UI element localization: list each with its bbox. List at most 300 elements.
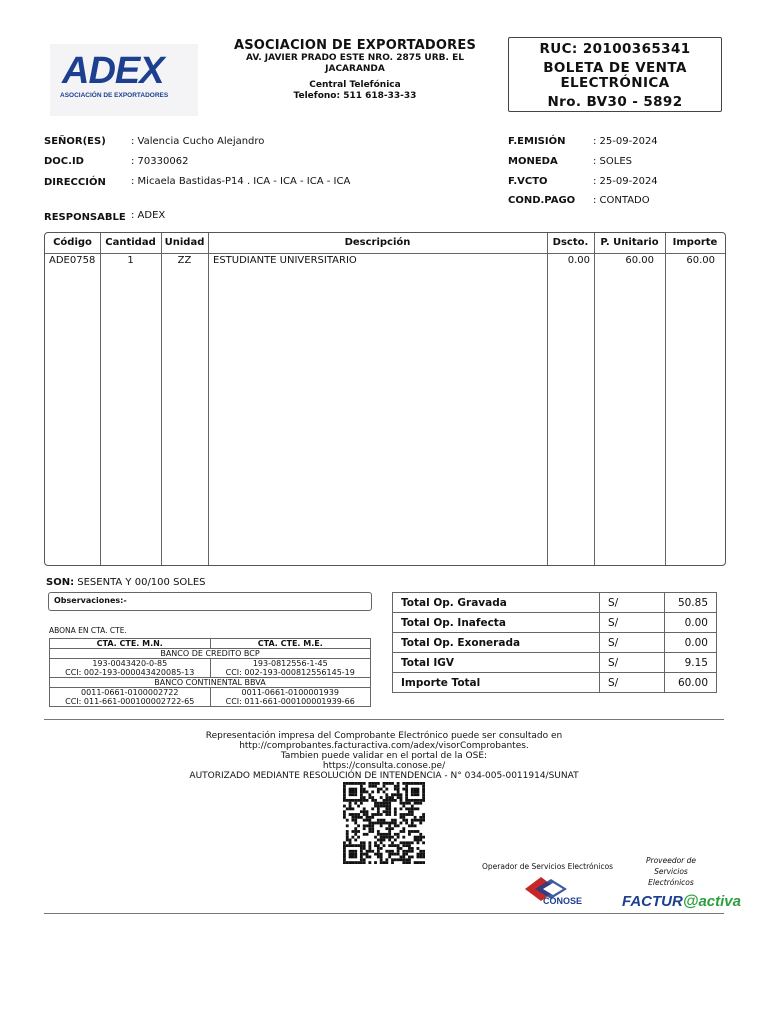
qr-module [383,805,386,808]
qr-module [366,850,369,853]
qr-module [366,853,369,856]
qr-module [400,847,403,850]
qr-module [405,853,408,856]
qr-module [357,799,360,802]
qr-module [385,827,388,830]
direccion-value: : Micaela Bastidas-P14 . ICA - ICA - ICA - ICA [131,176,351,187]
qr-module [414,790,417,793]
qr-module [371,799,374,802]
total-inafecta-cur: S/ [600,613,665,633]
proveedor-line-3: Electrónicos [648,878,694,887]
qr-module [351,807,354,810]
qr-module [405,850,408,853]
qr-module [360,785,363,788]
qr-module [417,841,420,844]
qr-module [400,793,403,796]
total-row [393,613,717,633]
qr-module [391,861,394,864]
qr-module [380,856,383,859]
qr-module [360,782,363,785]
observaciones-text: Observaciones:- [54,596,127,605]
qr-module [351,861,354,864]
qr-module [394,788,397,791]
qr-module [380,805,383,808]
observaciones-box [48,592,372,611]
qr-module [394,824,397,827]
qr-module [394,819,397,822]
qr-module [417,790,420,793]
qr-module [383,782,386,785]
qr-module [417,782,420,785]
qr-module [383,839,386,842]
qr-module [343,782,346,785]
qr-module [383,819,386,822]
total-gravada-cur: S/ [600,593,665,613]
qr-module [380,858,383,861]
qr-module [349,856,352,859]
th-cantidad: Cantidad [105,237,156,248]
qr-module [343,858,346,861]
total-igv-cur: S/ [600,653,665,673]
qr-module [388,813,391,816]
qr-module [402,802,405,805]
qr-module [414,824,417,827]
qr-module [397,782,400,785]
qr-module [411,819,414,822]
qr-module [354,830,357,833]
qr-module [419,833,422,836]
qr-module [360,847,363,850]
qr-module [351,836,354,839]
qr-module [383,810,386,813]
qr-module [405,819,408,822]
qr-module [363,790,366,793]
qr-module [411,788,414,791]
qr-module [360,844,363,847]
qr-module [346,824,349,827]
qr-module [383,822,386,825]
qr-module [411,810,414,813]
qr-module [349,805,352,808]
qr-module [383,802,386,805]
qr-module [374,805,377,808]
qr-module [411,813,414,816]
qr-module [388,839,391,842]
qr-module [422,861,425,864]
qr-module [400,830,403,833]
telefono: Telefono: 511 618-33-33 [293,91,417,101]
th-punitario: P. Unitario [600,237,659,248]
qr-module [391,782,394,785]
qr-module [388,856,391,859]
qr-module [371,807,374,810]
qr-module [408,799,411,802]
qr-module [394,822,397,825]
qr-module [354,799,357,802]
abona-text: ABONA EN CTA. CTE. [49,626,127,635]
importe-total-amount: 60.00 [665,673,717,693]
qr-module [380,819,383,822]
conose-logo-text: CONOSE [543,896,583,906]
qr-module [397,793,400,796]
qr-module [414,807,417,810]
total-row [393,673,717,693]
qr-module [400,799,403,802]
qr-module [354,850,357,853]
qr-module [394,813,397,816]
qr-module [405,790,408,793]
bank-col-mn: CTA. CTE. M.N. [50,639,211,649]
ruc: RUC: 20100365341 [539,41,691,57]
adex-logo-subtitle: ASOCIACIÓN DE EXPORTADORES [60,92,169,99]
qr-module [397,853,400,856]
qr-module [371,824,374,827]
qr-module [363,799,366,802]
qr-module [391,827,394,830]
total-exonerada-amount: 0.00 [665,633,717,653]
qr-module [377,844,380,847]
qr-module [405,793,408,796]
total-igv-amount: 9.15 [665,653,717,673]
qr-module [351,844,354,847]
divider-top [44,719,724,720]
footer-line-4[interactable]: https://consulta.conose.pe/ [322,761,446,771]
qr-module [402,805,405,808]
qr-module [414,802,417,805]
docid-label: DOC.ID [44,156,84,167]
qr-module [408,782,411,785]
qr-module [349,853,352,856]
qr-module [394,858,397,861]
document-id-box [508,37,722,112]
th-importe: Importe [672,237,718,248]
docid-value: : 70330062 [131,156,189,167]
qr-module [357,861,360,864]
qr-module [411,807,414,810]
qr-module [343,805,346,808]
total-exonerada-cur: S/ [600,633,665,653]
qr-module [371,830,374,833]
qr-module [405,844,408,847]
qr-module [354,813,357,816]
ose-label: Operador de Servicios Electrónicos [482,862,614,871]
qr-module [351,816,354,819]
qr-module [408,847,411,850]
qr-module [349,799,352,802]
qr-module [402,841,405,844]
qr-module [394,853,397,856]
qr-module [388,844,391,847]
qr-module [411,830,414,833]
qr-module [363,819,366,822]
qr-module [402,836,405,839]
qr-module [343,788,346,791]
qr-module [417,788,420,791]
qr-module [391,844,394,847]
senor-label: SEÑOR(ES) [44,136,106,147]
qr-module [374,802,377,805]
qr-module [377,853,380,856]
qr-module [377,847,380,850]
qr-module [360,796,363,799]
son-label: SON: [46,577,75,588]
qr-module [360,858,363,861]
qr-module [368,824,371,827]
qr-module [363,847,366,850]
qr-module [388,796,391,799]
qr-module [419,816,422,819]
qr-module [363,782,366,785]
qr-module [357,836,360,839]
femision-label: F.EMISIÓN [508,136,566,147]
qr-module [402,782,405,785]
total-inafecta-amount: 0.00 [665,613,717,633]
qr-module [380,788,383,791]
qr-module [417,836,420,839]
qr-module [360,788,363,791]
qr-module [377,822,380,825]
qr-module [349,813,352,816]
qr-module [354,793,357,796]
qr-module [405,861,408,864]
qr-code-icon [340,782,428,864]
qr-module [388,799,391,802]
qr-module [385,807,388,810]
qr-module [380,853,383,856]
qr-module [388,802,391,805]
qr-module [402,858,405,861]
qr-module [402,830,405,833]
qr-module [351,782,354,785]
qr-module [414,861,417,864]
qr-module [377,856,380,859]
qr-module [343,847,346,850]
qr-module [351,793,354,796]
qr-module [400,816,403,819]
responsable-label: RESPONSABLE [44,212,126,223]
qr-module [400,807,403,810]
footer-line-1: Representación impresa del Comprobante Electrónico puede ser consultado en [205,731,563,741]
qr-module [357,805,360,808]
qr-module [368,850,371,853]
qr-module [388,833,391,836]
qr-module [388,827,391,830]
qr-module [394,807,397,810]
qr-module [351,819,354,822]
qr-module [380,841,383,844]
qr-module [366,790,369,793]
qr-module [414,836,417,839]
bank1-name: BANCO DE CREDITO BCP [50,649,371,659]
qr-module [388,850,391,853]
qr-module [385,822,388,825]
qr-module [371,827,374,830]
responsable-value: : ADEX [131,210,166,221]
qr-module [408,824,411,827]
qr-module [417,847,420,850]
qr-module [371,816,374,819]
qr-module [343,816,346,819]
qr-module [354,833,357,836]
qr-module [374,841,377,844]
qr-module [408,858,411,861]
qr-module [360,816,363,819]
items-table [44,232,726,566]
qr-module [374,785,377,788]
facturactiva-at-icon: @ [682,893,699,910]
fvcto-value: : 25-09-2024 [593,176,658,187]
qr-module [402,856,405,859]
son-value: SESENTA Y 00/100 SOLES [77,577,206,588]
qr-module [402,819,405,822]
proveedor-line-2: Servicios [654,867,688,876]
total-inafecta-label: Total Op. Inafecta [393,613,600,633]
qr-module [397,836,400,839]
qr-module [383,844,386,847]
qr-module [394,799,397,802]
qr-module [414,788,417,791]
qr-module [417,802,420,805]
qr-module [394,793,397,796]
qr-module [391,853,394,856]
qr-module [368,830,371,833]
qr-module [414,839,417,842]
proveedor-line-1: Proveedor de [645,856,697,865]
qr-module [368,816,371,819]
qr-module [354,844,357,847]
total-gravada-amount: 50.85 [665,593,717,613]
qr-module [408,830,411,833]
qr-module [411,841,414,844]
qr-module [368,844,371,847]
qr-module [371,782,374,785]
qr-module [400,796,403,799]
qr-module [360,810,363,813]
qr-module [351,790,354,793]
qr-module [397,833,400,836]
qr-module [411,856,414,859]
qr-module [422,799,425,802]
qr-module [343,856,346,859]
condpago-value: : CONTADO [593,195,650,206]
qr-module [417,861,420,864]
qr-module [388,830,391,833]
qr-module [351,799,354,802]
qr-module [360,850,363,853]
qr-module [374,844,377,847]
qr-module [385,793,388,796]
qr-module [346,839,349,842]
qr-module [388,810,391,813]
qr-module [383,833,386,836]
qr-module [366,810,369,813]
qr-module [380,802,383,805]
qr-module [388,782,391,785]
qr-module [354,802,357,805]
qr-module [343,850,346,853]
qr-module [402,853,405,856]
qr-module [368,861,371,864]
qr-module [408,850,411,853]
doc-type-2: ELECTRÓNICA [560,75,670,91]
qr-module [383,861,386,864]
qr-module [377,788,380,791]
qr-module [388,824,391,827]
qr-module [363,853,366,856]
qr-module [377,810,380,813]
qr-module [371,813,374,816]
totals-table [392,592,717,693]
qr-module [397,788,400,791]
qr-module [343,799,346,802]
qr-module [397,844,400,847]
qr-module [360,799,363,802]
qr-module [343,810,346,813]
qr-module [397,847,400,850]
direccion-label: DIRECCIÓN [44,177,106,188]
qr-module [354,861,357,864]
qr-module [385,802,388,805]
qr-module [408,856,411,859]
qr-module [419,819,422,822]
qr-module [419,853,422,856]
qr-module [366,799,369,802]
qr-module [377,850,380,853]
qr-module [371,796,374,799]
qr-module [394,810,397,813]
qr-module [419,822,422,825]
qr-module [411,793,414,796]
qr-module [360,793,363,796]
qr-module [363,810,366,813]
footer-line-2[interactable]: http://comprobantes.facturactiva.com/adex/visorComprobantes. [239,741,529,751]
qr-module [408,807,411,810]
qr-module [400,841,403,844]
cell-cantidad: 1 [127,255,134,266]
qr-module [363,788,366,791]
qr-module [408,813,411,816]
qr-module [366,816,369,819]
qr-module [385,810,388,813]
qr-module [417,793,420,796]
qr-module [380,822,383,825]
qr-module [391,841,394,844]
qr-module [357,824,360,827]
qr-module [363,861,366,864]
qr-module [417,799,420,802]
qr-module [360,790,363,793]
qr-module [374,836,377,839]
qr-module [377,807,380,810]
qr-module [411,822,414,825]
qr-module [422,796,425,799]
qr-module [371,790,374,793]
qr-module [402,788,405,791]
qr-module [354,816,357,819]
qr-module [400,822,403,825]
cell-importe: 60.00 [686,255,715,266]
qr-module [419,861,422,864]
bank-accounts-table [49,638,371,707]
qr-module [391,796,394,799]
company-address-1: AV. JAVIER PRADO ESTE NRO. 2875 URB. EL [246,53,464,63]
qr-module [400,813,403,816]
qr-module [397,790,400,793]
qr-module [405,802,408,805]
qr-module [414,782,417,785]
qr-module [343,844,346,847]
qr-module [411,805,414,808]
